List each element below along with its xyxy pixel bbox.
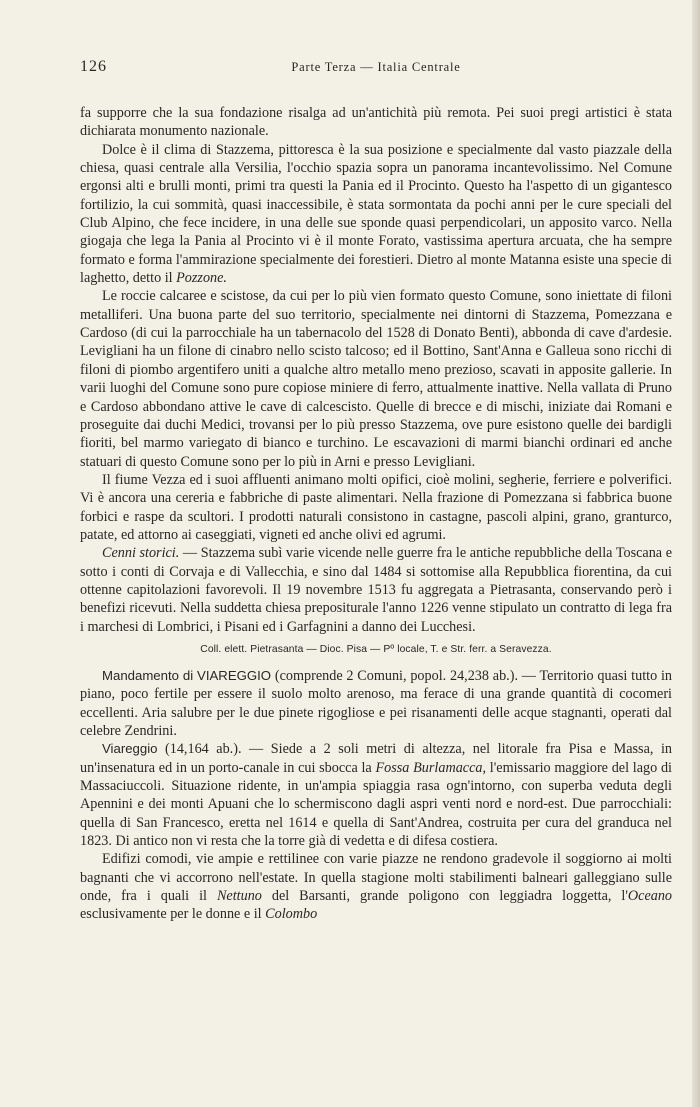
section-heading: Cenni storici. — [102, 545, 180, 562]
paragraph-clima — [80, 141, 672, 288]
paragraph-text: (comprende 2 Comuni, popol. 24,238 ab.). — Territorio quasi tutto in piano, poco fertile per essere il suolo molto arenoso, ma ferace di una grande quantità di cocomeri eccellenti. Aria salubre per le due pinete rigogliose e pei risanamenti delle acque stagnanti, operati dal celebre Zendrini. — [80, 667, 672, 739]
paragraph-viareggio — [80, 740, 672, 850]
paragraph-text: , l'emissario maggiore del lago di Massaciuccoli. Situazione ridente, in un'ampia spiaggia rasa ogn'intorno, con superba veduta degli Apennini e dei monti Apuani che lo schermiscono dagli aspri venti nord e nord-est. Due parrocchiali: quella di San Francesco, eretta nel 1614 e quella di Sant'Andrea, costruita per cura del granduca nel 1823. Di antico non vi resta che la torre già di vedetta e di difesa costiera. — [80, 759, 673, 850]
entry-heading: Mandamento di VIAREGGIO — [102, 667, 272, 683]
paragraph-text: Dolce è il clima di Stazzema, pittoresca è la sua posizione e specialmente dal vasto piazzale della chiesa, quasi centrale alla Versilia, l'occhio spazia sopra un panorama incantevolissimo. Nel Comune ergonsi alti e brulli monti, primi tra questi la Pania ed il Procinto. Questo ha l'aspetto di un gigantesco fortilizio, la cui sommità, quasi inaccessibile, è stata sormontata da pochi anni per le cure speciali del Club Alpino, che fece incidere, in una delle sue sponde quasi perpendicolari, un apposito varco. Nella giogaja che lega la Pania al Procinto vi è il monte Forato, vastissima apertura arcuata, che ha sempre formato e forma l'ammirazione specialmente dei forestieri. Dietro al monte Matanna esiste una specie di laghetto, detto il — [80, 141, 672, 287]
page-edge — [692, 0, 700, 1107]
paragraph-mandamento — [80, 667, 672, 740]
paragraph-edifizi — [80, 850, 672, 923]
page-body — [80, 104, 672, 924]
italic-term: Colombo — [265, 906, 318, 923]
paragraph-text: — Stazzema subì varie vicende nelle guerre fra le antiche repubbliche della Toscana e sotto i conti di Corvaja e di Vallecchia, e sino dal 1484 si sottomise alla Repubblica fiorentina, da cui ottenne capitolazioni favorevoli. Il 19 novembre 1513 fu aggregata a Pietrasanta, conservando però i benefizi ricevuti. Nella suddetta chiesa prepositurale l'anno 1226 venne stipulato un contratto di lega fra i marchesi di Lombrici, i Pisani ed i Garfagnini a danno dei Lucchesi. — [80, 545, 672, 635]
italic-term: Nettuno — [216, 888, 262, 905]
italic-term: Oceano — [627, 888, 673, 905]
book-page — [80, 58, 672, 924]
page-header — [80, 58, 672, 82]
paragraph-text: del Barsanti, grande poligono con leggiadra loggetta, l' — [271, 888, 628, 905]
administrative-note: Coll. elett. Pietrasanta — Dioc. Pisa — Pº locale, T. e Str. ferr. a Seravezza. — [200, 643, 552, 655]
italic-term: Fossa Burlamacca — [375, 759, 483, 776]
paragraph-text: Edifizi comodi, vie ampie e rettilinee con varie piazze ne rendono gradevole il soggiorno ai molti bagnanti che vi accorrono nell'estate. In quella stagione molti stabilimenti balneari galleggiano sulle onde, fra i quali il — [80, 851, 672, 905]
paragraph-roccie: Le roccie calcaree e scistose, da cui per lo più vien formato questo Comune, sono iniettate di filoni metalliferi. Una buona parte del suo territorio, specialmente nei dintorni di Stazzema, Pomezzana e Cardoso (di cui la parrocchiale ha un tabernacolo del 1528 di Donato Benti), abbonda di cave d'ardesie. Levigliani ha un filone di cinabro nello scisto talcoso; ed il Bottino, Sant'Anna e Galleua sono ricchi di filoni di piombo argentifero uniti a qualche altro metallo meno prezioso, scavati in apposite gallerie. In varii luoghi del Comune sono pure copiose miniere di ferro, attualmente inattive. Nella vallata di Pruno e Cardoso abbondano attive le cave di calcescisto. Quelle di brecce e di mischi, iniziate dai Romani e proseguite dai duchi Medici, trovansi per lo più presso Stazzema, ove pure esistono quelle dei bardigli fioriti, bel marmo variegato di bianco e turchino. Le escavazioni di marmi bianchi ordinari ed anche statuari di questo Comune sono per lo più in Arni e presso Levigliani. — [80, 288, 672, 470]
page-number: 126 — [80, 58, 107, 75]
paragraph-text: esclusivamente per le donne e il — [80, 906, 262, 923]
entry-heading: Viareggio — [102, 741, 158, 757]
paragraph-continuation: fa supporre che la sua fondazione risalga ad un'antichità più remota. Pei suoi pregi artistici è stata dichiarata monumento nazionale. — [80, 105, 672, 140]
paragraph-text: (14,164 ab.). — Siede a 2 soli metri di altezza, nel litorale fra Pisa e Massa, in un'insenatura ed in un porto-canale in cui sbocca la — [80, 741, 672, 776]
running-head: Parte Terza — Italia Centrale — [291, 60, 461, 74]
paragraph-fiume: Il fiume Vezza ed i suoi affluenti animano molti opifici, cioè molini, segherie, ferriere e polverifici. Vi è ancora una cereria e fabbriche di paste alimentari. Nella frazione di Pomezzana si fabbrica buone forbici e raspe da scultori. I prodotti naturali consistono in castagne, pascoli alpini, grano, granturco, patate, ed attorno ai caseggiati, vigneti ed anche olivi ed agrumi. — [80, 471, 672, 543]
paragraph-cenni-storici — [80, 544, 672, 636]
italic-term: Pozzone. — [176, 270, 227, 287]
